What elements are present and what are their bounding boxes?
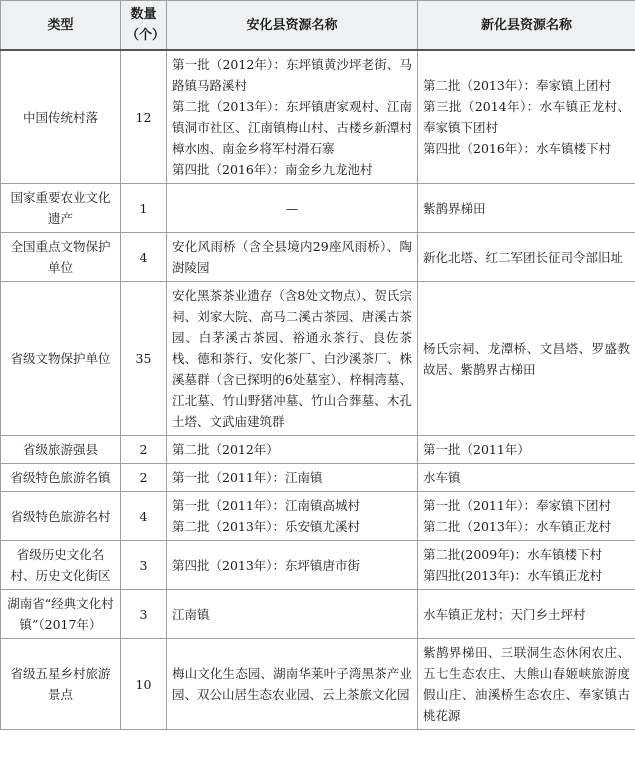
- header-type: 类型: [1, 1, 121, 51]
- anhua-resources-cell: [167, 282, 418, 436]
- header-count: 数量（个）: [121, 1, 167, 51]
- count-cell: 12: [121, 50, 167, 184]
- table-row: [1, 184, 635, 233]
- xinhua-resources-cell: [418, 639, 635, 730]
- anhua-resource-entry: 江南镇: [172, 606, 210, 622]
- table-row: [1, 492, 635, 541]
- resource-type-cell: 省级特色旅游名村: [1, 492, 121, 541]
- count-cell: 35: [121, 282, 167, 436]
- anhua-resource-entry: —: [285, 200, 299, 216]
- header-row: [1, 1, 635, 51]
- anhua-resource-entry: 第一批（2012年）：东坪镇黄沙坪老街、马路镇马路溪村: [172, 57, 412, 93]
- xinhua-resources-cell: [418, 590, 635, 639]
- xinhua-resources-cell: [418, 282, 635, 436]
- xinhua-resources-cell: [418, 50, 635, 184]
- count-cell: 4: [121, 492, 167, 541]
- resource-type-cell: 全国重点文物保护单位: [1, 233, 121, 282]
- xinhua-resource-entry: 新化北塔、红二军团长征司令部旧址: [423, 249, 624, 265]
- resource-type-cell: 省级五星乡村旅游景点: [1, 639, 121, 730]
- anhua-resources-cell: [167, 541, 418, 590]
- anhua-resources-cell: [167, 639, 418, 730]
- anhua-resources-cell: [167, 492, 418, 541]
- xinhua-resource-entry: 第二批(2009年)：水车镇楼下村: [423, 547, 603, 562]
- table-row: [1, 233, 635, 282]
- count-cell: 4: [121, 233, 167, 282]
- xinhua-resource-entry: 水车镇正龙村；天门乡土坪村: [423, 606, 586, 622]
- xinhua-resource-entry: 水车镇: [423, 470, 461, 485]
- table-body: [1, 50, 635, 730]
- xinhua-resource-entry: 杨氏宗祠、龙潭桥、文昌塔、罗盛教故居、紫鹊界古梯田: [423, 340, 630, 377]
- anhua-resources-cell: [167, 50, 418, 184]
- table-row: [1, 541, 635, 590]
- anhua-resource-entry: 安化风雨桥（含全县境内29座风雨桥）、陶澍陵园: [172, 239, 412, 275]
- table-row: [1, 436, 635, 464]
- header-anhua: 安化县资源名称: [167, 1, 418, 51]
- xinhua-resources-cell: [418, 233, 635, 282]
- xinhua-resource-entry: 第一批（2011年）: [423, 442, 530, 457]
- resource-type-cell: 国家重要农业文化遗产: [1, 184, 121, 233]
- table-row: [1, 590, 635, 639]
- xinhua-resource-entry: 第二批（2013年）：水车镇正龙村: [423, 519, 612, 534]
- count-cell: 3: [121, 590, 167, 639]
- count-cell: 2: [121, 464, 167, 492]
- count-cell: 1: [121, 184, 167, 233]
- xinhua-resources-cell: [418, 184, 635, 233]
- anhua-resources-cell: [167, 464, 418, 492]
- anhua-resource-entry: 第四批（2016年）：南金乡九龙池村: [172, 162, 373, 177]
- resource-type-cell: 中国传统村落: [1, 50, 121, 184]
- anhua-resource-entry: 第二批（2013年）：乐安镇尤溪村: [172, 519, 361, 534]
- anhua-resource-entry: 第二批（2013年）：东坪镇唐家观村、江南镇洞市社区、江南镇梅山村、古楼乡新潭村樟水凼、南金乡将军村滑石寨: [172, 99, 412, 156]
- table-row: [1, 282, 635, 436]
- xinhua-resource-entry: 第四批(2013年)：水车镇正龙村: [423, 568, 603, 583]
- anhua-resources-cell: [167, 233, 418, 282]
- count-cell: 10: [121, 639, 167, 730]
- xinhua-resource-entry: 第四批（2016年）：水车镇楼下村: [423, 141, 612, 156]
- anhua-resource-entry: 第一批（2011年）：江南镇高城村: [172, 498, 361, 513]
- xinhua-resource-entry: 第一批（2011年）：奉家镇下团村: [423, 498, 612, 513]
- anhua-resources-cell: [167, 184, 418, 233]
- resource-type-cell: 省级历史文化名村、历史文化街区: [1, 541, 121, 590]
- table-row: [1, 639, 635, 730]
- xinhua-resource-entry: 紫鹊界梯田: [423, 200, 486, 216]
- xinhua-resources-cell: [418, 436, 635, 464]
- resource-type-cell: 湖南省“经典文化村镇”（2017年）: [1, 590, 121, 639]
- xinhua-resource-entry: 第二批（2013年）：奉家镇上团村: [423, 78, 612, 93]
- xinhua-resource-entry: 紫鹊界梯田、三联洞生态休闲农庄、五七生态农庄、大熊山春姬峡旅游度假山庄、油溪桥生态农庄、奉家镇古桃花源: [423, 645, 630, 723]
- header-xinhua: 新化县资源名称: [418, 1, 635, 51]
- anhua-resources-cell: [167, 590, 418, 639]
- resource-type-cell: 省级特色旅游名镇: [1, 464, 121, 492]
- anhua-resources-cell: [167, 436, 418, 464]
- xinhua-resources-cell: [418, 464, 635, 492]
- count-cell: 2: [121, 436, 167, 464]
- resource-type-cell: 省级文物保护单位: [1, 282, 121, 436]
- anhua-resource-entry: 梅山文化生态园、湖南华莱叶子湾黑茶产业园、双公山居生态农业园、云上茶旅文化园: [172, 666, 412, 702]
- table-row: [1, 464, 635, 492]
- anhua-resource-entry: 第二批（2012年）: [172, 442, 279, 457]
- xinhua-resources-cell: [418, 492, 635, 541]
- xinhua-resource-entry: 第三批（2014年）：水车镇正龙村、奉家镇下团村: [423, 99, 630, 135]
- xinhua-resources-cell: [418, 541, 635, 590]
- anhua-resource-entry: 安化黑茶茶业遗存（含8处文物点）、贺氏宗祠、刘家大院、高马二溪古茶园、唐溪古茶园、白茅溪古茶园、裕通永茶行、良佐茶栈、德和茶行、安化茶厂、白沙溪茶厂、株溪墓群（含已探明的6处墓室）、梓桐湾墓、江北墓、竹山野猪冲墓、竹山合葬墓、木孔土塔、文武庙建筑群: [172, 288, 412, 429]
- table-row: [1, 50, 635, 184]
- table-header: [1, 1, 635, 51]
- anhua-resource-entry: 第四批（2013年）：东坪镇唐市街: [172, 557, 361, 573]
- count-cell: 3: [121, 541, 167, 590]
- anhua-resource-entry: 第一批（2011年）：江南镇: [172, 470, 323, 485]
- resource-type-cell: 省级旅游强县: [1, 436, 121, 464]
